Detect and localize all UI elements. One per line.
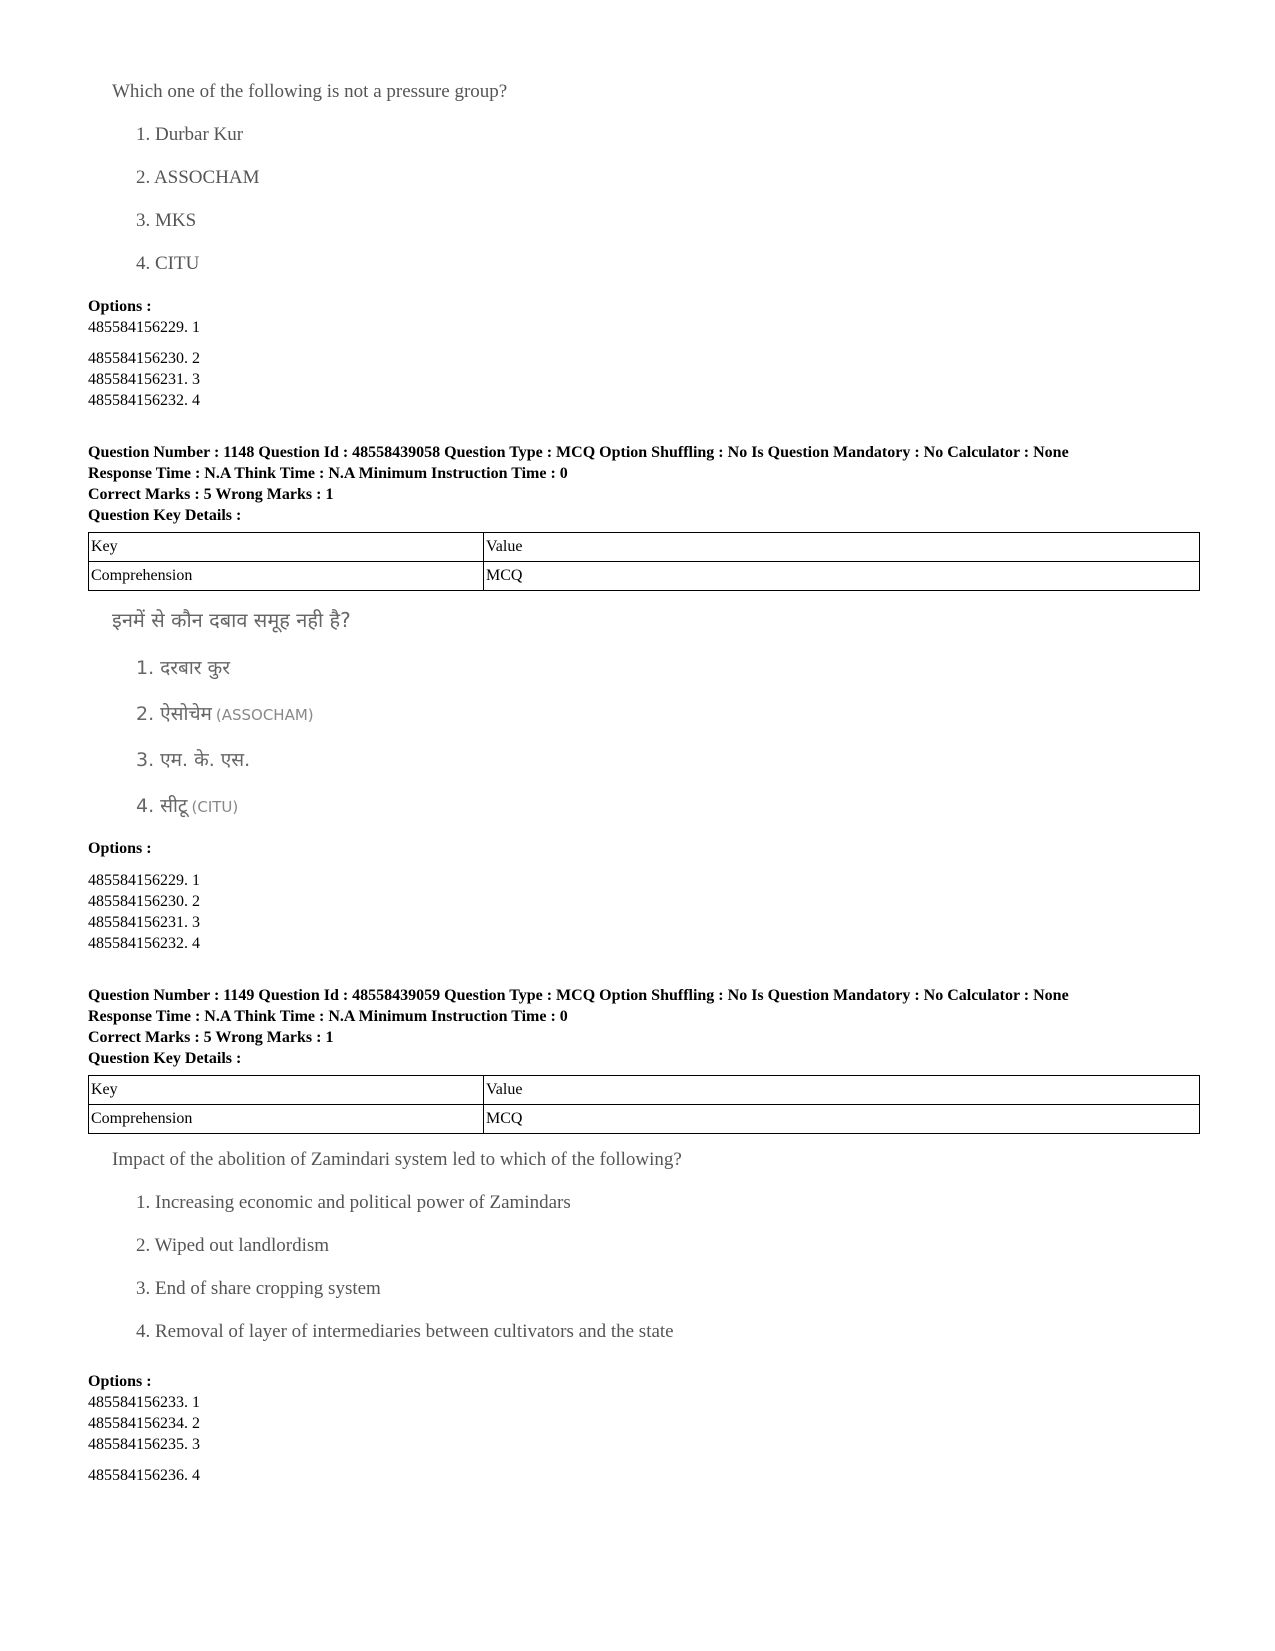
question-choice-3 [136, 746, 250, 772]
table-header-value: Value [484, 533, 1200, 562]
choice-text: 4. सीटू [136, 795, 188, 817]
choice-text: 1. दरबार कुर [136, 657, 230, 679]
question-choice-1: 1. Durbar Kur [136, 124, 244, 145]
options-label: Options : [88, 840, 152, 857]
table-cell-value: MCQ [484, 562, 1200, 591]
question-choice-1 [136, 654, 230, 680]
question-text-english: Which one of the following is not a pressure group? [112, 81, 508, 102]
question-meta-line: Question Number : 1148 Question Id : 48558439058 Question Type : MCQ Option Shuffling : No Is Question Mandatory : No Calculator : None [88, 444, 1069, 461]
option-id-3: 485584156231. 3 [88, 371, 200, 388]
options-label: Options : [88, 1373, 152, 1390]
question-text-english: Impact of the abolition of Zamindari system led to which of the following? [112, 1149, 682, 1170]
question-choice-1: 1. Increasing economic and political power of Zamindars [136, 1192, 571, 1213]
table-row [89, 1105, 1200, 1134]
question-choice-3: 3. End of share cropping system [136, 1278, 381, 1299]
option-id-1: 485584156233. 1 [88, 1394, 200, 1411]
option-id-2: 485584156234. 2 [88, 1415, 200, 1432]
table-header-row [89, 1076, 1200, 1105]
option-id-3: 485584156235. 3 [88, 1436, 200, 1453]
option-id-2: 485584156230. 2 [88, 350, 200, 367]
question-key-details-label: Question Key Details : [88, 507, 242, 524]
table-header-value: Value [484, 1076, 1200, 1105]
question-key-table [88, 532, 1200, 591]
question-choice-4 [136, 792, 238, 818]
table-header-key: Key [89, 533, 484, 562]
question-meta-line: Question Number : 1149 Question Id : 48558439059 Question Type : MCQ Option Shuffling : No Is Question Mandatory : No Calculator : None [88, 987, 1069, 1004]
question-timing-line: Response Time : N.A Think Time : N.A Minimum Instruction Time : 0 [88, 1008, 568, 1025]
table-row [89, 562, 1200, 591]
question-choice-2 [136, 700, 314, 726]
choice-text: 3. एम. के. एस. [136, 749, 251, 771]
table-header-key: Key [89, 1076, 484, 1105]
table-cell-value: MCQ [484, 1105, 1200, 1134]
option-id-1: 485584156229. 1 [88, 319, 200, 336]
option-id-4: 485584156236. 4 [88, 1467, 200, 1484]
question-marks-line: Correct Marks : 5 Wrong Marks : 1 [88, 1029, 334, 1046]
choice-latin-text: (ASSOCHAM) [215, 706, 314, 724]
table-cell-key: Comprehension [89, 562, 484, 591]
question-key-details-label: Question Key Details : [88, 1050, 242, 1067]
table-cell-key: Comprehension [89, 1105, 484, 1134]
question-marks-line: Correct Marks : 5 Wrong Marks : 1 [88, 486, 334, 503]
choice-text: 2. ऐसोचेम [136, 703, 212, 725]
question-choice-2: 2. Wiped out landlordism [136, 1235, 330, 1256]
question-key-table [88, 1075, 1200, 1134]
option-id-4: 485584156232. 4 [88, 935, 200, 952]
question-choice-2: 2. ASSOCHAM [136, 167, 260, 188]
question-timing-line: Response Time : N.A Think Time : N.A Minimum Instruction Time : 0 [88, 465, 568, 482]
question-choice-3: 3. MKS [136, 210, 197, 231]
question-text-hindi: इनमें से कौन दबाव समूह नही है? [112, 608, 351, 632]
question-choice-4: 4. Removal of layer of intermediaries between cultivators and the state [136, 1321, 674, 1342]
choice-latin-text: (CITU) [191, 798, 239, 816]
option-id-2: 485584156230. 2 [88, 893, 200, 910]
options-label: Options : [88, 298, 152, 315]
option-id-4: 485584156232. 4 [88, 392, 200, 409]
table-header-row [89, 533, 1200, 562]
question-choice-4: 4. CITU [136, 253, 200, 274]
option-id-1: 485584156229. 1 [88, 872, 200, 889]
option-id-3: 485584156231. 3 [88, 914, 200, 931]
